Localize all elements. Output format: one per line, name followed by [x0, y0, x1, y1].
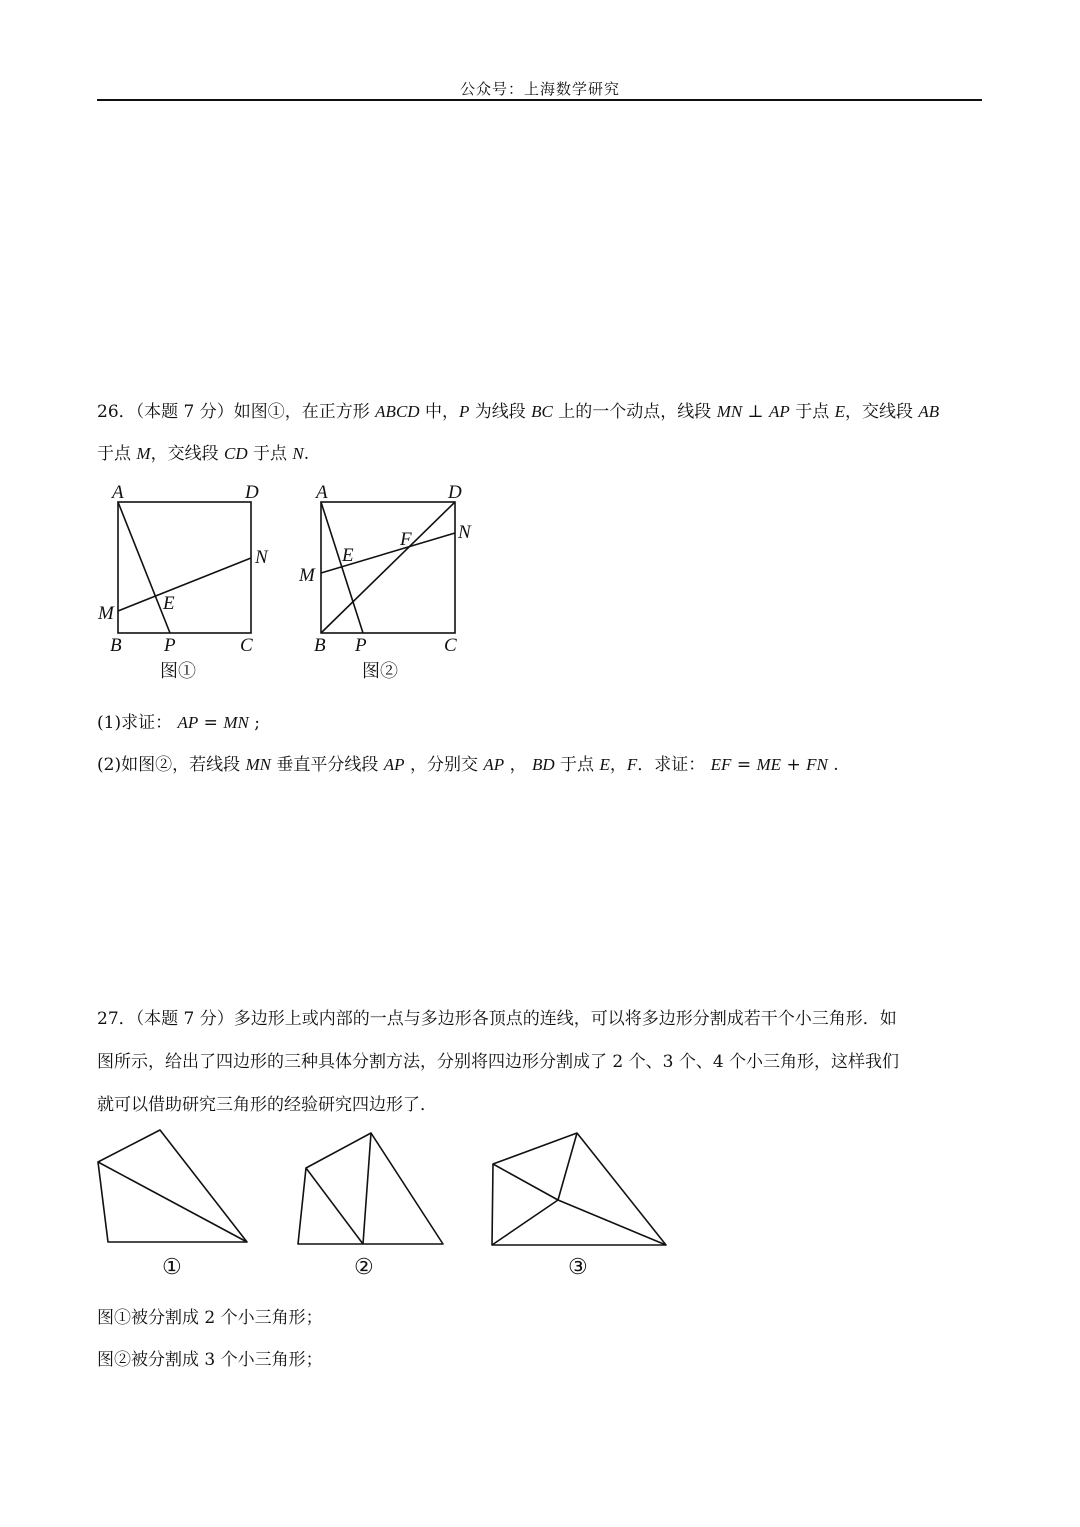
fig1-label-d: D: [245, 482, 259, 503]
fig1-label-p: P: [164, 635, 176, 656]
q26-p2-k: ，: [609, 755, 627, 775]
q27-note2: 图②被分割成 3 个小三角形；: [97, 1350, 323, 1370]
q26-p1-b: AP: [177, 713, 199, 732]
q27-line2: 图所示，给出了四边形的三种具体分割方法，分别将四边形分割成了 2 个、3 个、4 个小三角形，这样我们: [97, 1052, 900, 1072]
quad-2-caption: ②: [354, 1254, 374, 1279]
q26-p2-j: E: [599, 755, 610, 774]
fig1-caption: 图①: [160, 661, 196, 681]
q26-p2-b: MN: [245, 755, 271, 774]
q26-l2-b: M: [136, 444, 151, 463]
quad-1-outline: [98, 1130, 247, 1242]
q26-p2-e: ，分别交: [404, 755, 484, 775]
q26-p2-c: 垂直平分线段: [270, 755, 384, 775]
quad-2-segment-2: [363, 1133, 371, 1244]
q26-l2-g: .: [303, 444, 310, 464]
figure-2: [290, 478, 490, 688]
q26-p2-g: ，: [504, 755, 532, 775]
q26-p2-m: ．求证：: [637, 755, 711, 775]
q26-l1-k: 于点: [789, 402, 835, 422]
q26-p2-f: AP: [483, 755, 505, 774]
q26-p1-c: =: [198, 713, 224, 733]
fig2-label-f: F: [400, 529, 412, 550]
q26-p2-q: +: [781, 755, 807, 775]
q26-p2-o: =: [731, 755, 757, 775]
fig2-label-b: B: [314, 635, 326, 656]
q26-l1-a: 26．（本题 7 分）如图①，在正方形: [97, 402, 376, 422]
fig1-label-e: E: [163, 593, 175, 614]
q26-p1-a: (1)求证：: [97, 713, 178, 733]
quad-3-segment-1: [493, 1164, 558, 1200]
fig2-label-m: M: [299, 565, 315, 586]
q26-l2-d: CD: [223, 444, 248, 463]
q26-p2-h: BD: [531, 755, 555, 774]
q26-l1-j: AP: [769, 402, 790, 421]
q26-l1-c: 中，: [419, 402, 459, 422]
figure-quadrilaterals: [90, 1120, 690, 1285]
q27-line1: 27．（本题 7 分）多边形上或内部的一点与多边形各顶点的连线，可以将多边形分割成若干个小三角形．如: [97, 1009, 897, 1029]
fig2-label-p: P: [355, 635, 367, 656]
header-rule: [97, 99, 982, 101]
q26-p2-l: F: [626, 755, 638, 774]
q26-p2-s: .: [827, 755, 839, 775]
q26-l1-h: MN: [716, 402, 743, 421]
q26-p2-n: EF: [710, 755, 732, 774]
quad-1-caption: ①: [162, 1254, 182, 1279]
figure-1: [90, 478, 290, 688]
q26-p2-p: ME: [756, 755, 782, 774]
quad-1-diagonal: [98, 1162, 247, 1242]
fig2-label-n: N: [458, 522, 471, 543]
q26-p2-d: AP: [383, 755, 405, 774]
q26-line1: [97, 397, 939, 422]
q26-l1-d: P: [458, 402, 470, 421]
q26-l1-i: ⊥: [742, 402, 770, 422]
fig2-label-c: C: [444, 635, 457, 656]
fig1-segment-mn: [118, 558, 251, 611]
fig2-caption: 图②: [362, 661, 398, 681]
quad-3-caption: ③: [568, 1254, 588, 1279]
q26-l1-l: E: [834, 402, 845, 421]
q26-l1-g: 上的一个动点，线段: [552, 402, 717, 422]
fig1-label-m: M: [98, 603, 114, 624]
q26-l1-b: ABCD: [375, 402, 420, 421]
q26-l1-m: ，交线段: [845, 402, 919, 422]
q26-l2-e: 于点: [247, 444, 293, 464]
q26-l2-f: N: [292, 444, 304, 463]
q26-l1-f: BC: [531, 402, 553, 421]
q26-line2: [97, 439, 309, 464]
q27-line3: 就可以借助研究三角形的经验研究四边形了．: [97, 1095, 437, 1115]
q26-l2-c: ，交线段: [150, 444, 224, 464]
quad-3-segment-4: [492, 1200, 558, 1245]
quad-3-outline: [492, 1133, 666, 1245]
q26-p2-a: (2)如图②，若线段: [97, 755, 246, 775]
fig1-label-c: C: [240, 635, 253, 656]
q26-l2-a: 于点: [97, 444, 137, 464]
q27-note1: 图①被分割成 2 个小三角形；: [97, 1308, 323, 1328]
q26-p2-r: FN: [806, 755, 828, 774]
page-header: 公众号：上海数学研究: [459, 80, 620, 98]
fig2-label-e: E: [342, 545, 354, 566]
q26-part1: [97, 708, 260, 733]
fig1-label-a: A: [112, 482, 124, 503]
fig1-label-n: N: [255, 547, 268, 568]
quad-2-segment-1: [306, 1168, 363, 1244]
q26-l1-e: 为线段: [469, 402, 532, 422]
fig2-label-a: A: [316, 482, 328, 503]
q26-l1-n: AB: [918, 402, 940, 421]
quad-3-segment-2: [558, 1133, 577, 1200]
fig2-label-d: D: [448, 482, 462, 503]
q26-p1-d: MN: [223, 713, 249, 732]
fig1-square: [118, 502, 251, 633]
fig1-label-b: B: [110, 635, 122, 656]
q26-part2: [97, 750, 839, 775]
q26-p1-e: ;: [248, 713, 260, 733]
quad-3-segment-3: [558, 1200, 666, 1245]
q26-p2-i: 于点: [554, 755, 600, 775]
